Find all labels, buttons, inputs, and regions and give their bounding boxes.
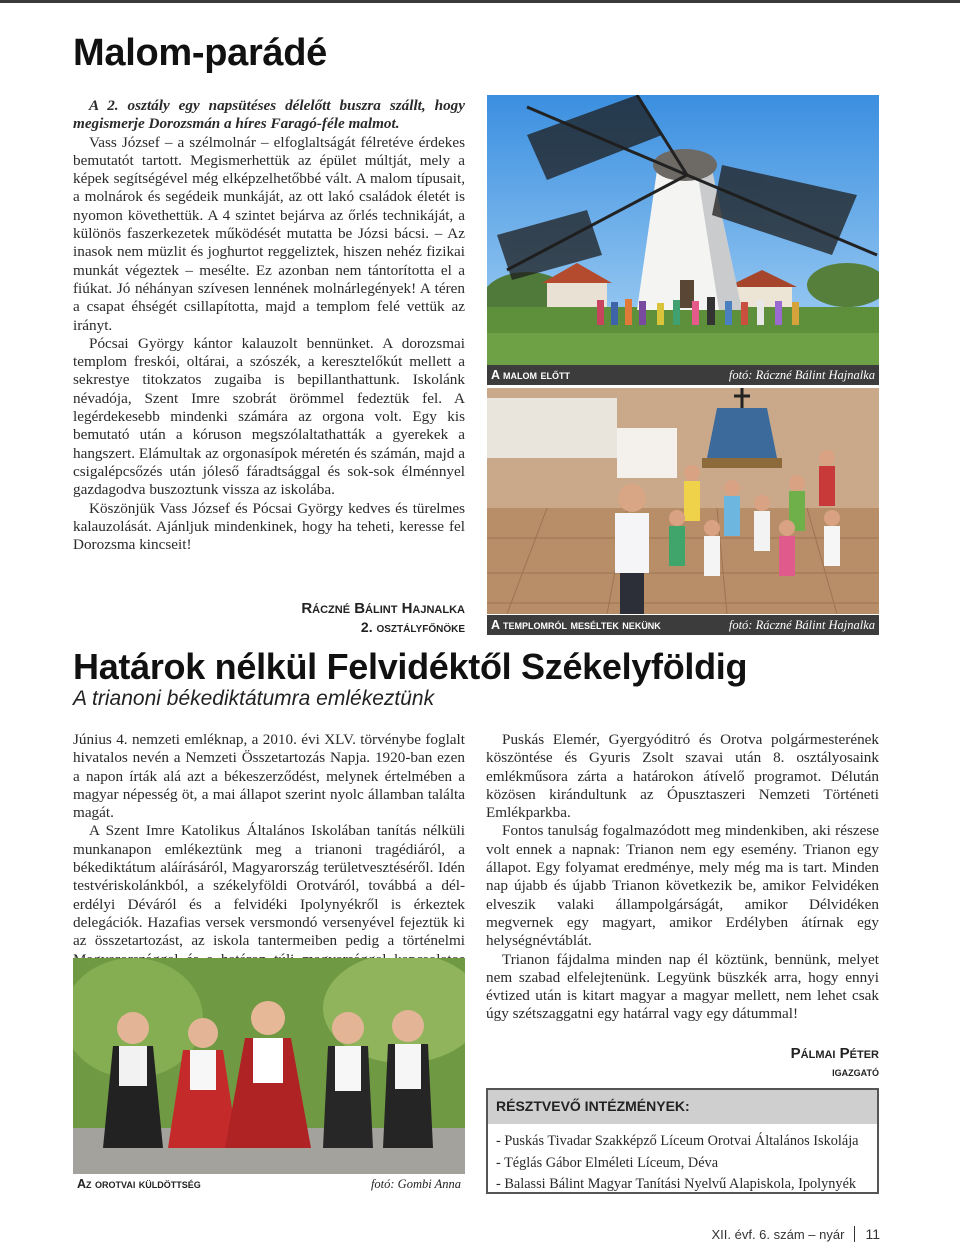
windmill-caption	[487, 365, 879, 385]
participants-heading: RÉSZTVEVŐ INTÉZMÉNYEK:	[488, 1090, 877, 1124]
article2-paragraph: A Szent Imre Katolikus Általános Iskolában tanítás nélküli munkanapon emlékeztünk meg a trianoni tragédiáról, a békediktátum aláírásáról, Magyarország területvesztéséről. Idén testvériskolánkból, a székelyföldi Orotváról, továbbá a dél-erdélyi Déváról és a felvidéki Ipolynyékről is érkeztek delegációk. Hazafias versek versmondó versenyével fejeztük ki az összetartozást, az iskola tantermeiben pedig a történelmi	[73, 822, 465, 950]
caption-title: A templomról meséltek nekünk	[491, 618, 661, 632]
delegation-caption	[73, 1174, 465, 1194]
list-item: - Téglás Gábor Elméleti Líceum, Déva	[496, 1154, 719, 1171]
article2-paragraph: Trianon fájdalma minden nap él köztünk, bennünk, melyet nem szabad elfelejtenünk. Legyünk büszkék arra, hogy ennyi évtized után is kitart magyar a magyar mellett, nem lehet csak úgy szétszaggatni egy határral vagy egy dátummal!	[486, 950, 879, 1023]
article1-title: Malom-parádé	[73, 32, 328, 74]
author-role: 2. osztályfőnöke	[360, 619, 465, 635]
article1-paragraph: Pócsai György kántor kalauzolt bennünket. A dorozsmai templom freskói, oltárai, a szószék, a keresztelőkút mellett a sekrestye titokzatos zugaiba is bepillanthattunk. Iskolánk névadója, Szent Imre szobrát örömmel fedeztük fel. A legérdekesebb mindenki számára az orgona volt. Egy kis bemutató után a kóruson megszólaltathatták a gyerekek a hangszert. Elámultak az orgonasípok méretén és számán, majd a csigalépcsőzés után jóleső fáradtsággal és sok-sok élménnyel gazdagodva buszoztunk vissza az iskolába.	[73, 334, 465, 499]
caption-credit: fotó: Gombi Anna	[370, 1176, 461, 1191]
caption-credit: fotó: Ráczné Bálint Hajnalka	[728, 617, 875, 632]
church-caption	[487, 615, 879, 635]
article2-right-column	[486, 731, 879, 1024]
article2-subtitle: A trianoni békediktátumra emlékeztünk	[73, 687, 435, 710]
windmill-photo	[487, 95, 879, 365]
issue-info: XII. évf. 6. szám – nyár	[711, 1226, 845, 1242]
article2-paragraph: Fontos tanulság fogalmazódott meg mindenkiben, aki részese volt ennek a napnak: Trianon nem egy esemény. Trianon egy állapot. Egy folyamat eredménye, mely még ma is tart. Minden nap újabb és újabb Trianon következik be, amikor Felvidéken elveszik valaki állampolgárságát, amikor Délvidéken megvernek egy magyart, amikor Erdélyben átírnak egy helységnévtáblát.	[486, 822, 879, 950]
page-number: 11	[865, 1226, 880, 1242]
author-role: igazgató	[832, 1064, 879, 1079]
delegation-photo	[73, 958, 465, 1174]
participants-list	[488, 1124, 877, 1196]
list-item: - Balassi Bálint Magyar Tanítási Nyelvű Alapiskola, Ipolynyék	[496, 1176, 857, 1192]
top-rule	[0, 0, 960, 3]
article2-title: Határok nélkül Felvidéktől Székelyföldig	[73, 646, 748, 687]
list-item: - Puskás Tivadar Szakképző Líceum Orotvai Általános Iskolája	[496, 1133, 859, 1149]
article1-paragraph: Vass József – a szélmolnár – elfoglaltságát félretéve érdekes bemutatót tartott. Megismerhettük az épület múltját, mely a képek segítségével még elképzelhetőbbé vált. A malom típusait, a molnárok és segédeik munkáját, az ott lakó családok életét is nyomon követhettük. A 4 szintet bejárva az őrlés technikáját, a különös faszerkezetek működését mutatta be Józsi bácsi. – Az inasok nem müzlit és joghurtot reggeliztek, hiszen nehéz fizikai munkát végeztek – mesélte. Ez azonban nem tántorította el a fiúkat. Jó néhányan szívesen lennének molnárlegények! A téren a csapat éhségét csillapította, majd a templom felé vettük az irányt.	[73, 133, 465, 334]
caption-title: Az orotvai küldöttség	[77, 1177, 201, 1191]
footer-divider	[854, 1226, 855, 1242]
author-name: Ráczné Bálint Hajnalka	[301, 600, 465, 617]
page-footer	[712, 1226, 881, 1242]
author-name: Pálmai Péter	[790, 1045, 879, 1062]
article2-signature	[660, 1045, 879, 1079]
participants-box	[486, 1088, 879, 1194]
article2-paragraph: Puskás Elemér, Gyergyóditró és Orotva polgármesterének köszöntése és Gyuris Zsolt szavai után 8. osztályosaink emlékműsora zárta a határokon átívelő programot. Délután közösen kirándultunk az Ópusztaszeri Nemzeti Történeti Emlékparkba.	[486, 731, 879, 822]
article1-lead: A 2. osztály egy napsütéses délelőtt buszra szállt, hogy megismerje Dorozsmán a híres Faragó-féle malmot.	[73, 97, 465, 133]
article1-signature	[250, 600, 465, 635]
article2-left-column	[73, 731, 465, 987]
article2-paragraph: Június 4. nemzeti emléknap, a 2010. évi XLV. törvénybe foglalt hivatalos nevén a Nemzeti Összetartozás Napja. 1920-ban ezen a napon írták alá azt a békeszerződést, melynek értelmében a magyar népesség öt, a mai állapot szerint nyolc államban találta magát.	[73, 731, 465, 822]
church-photo	[487, 388, 879, 614]
article1-body	[73, 97, 465, 554]
article1-paragraph: Köszönjük Vass József és Pócsai György kedves és türelmes kalauzolását. Ajánljuk mindenkinek, hogy ha teheti, keresse fel Dorozsma kincseit!	[73, 499, 465, 554]
caption-title: A malom előtt	[491, 368, 570, 382]
caption-credit: fotó: Ráczné Bálint Hajnalka	[728, 367, 875, 382]
